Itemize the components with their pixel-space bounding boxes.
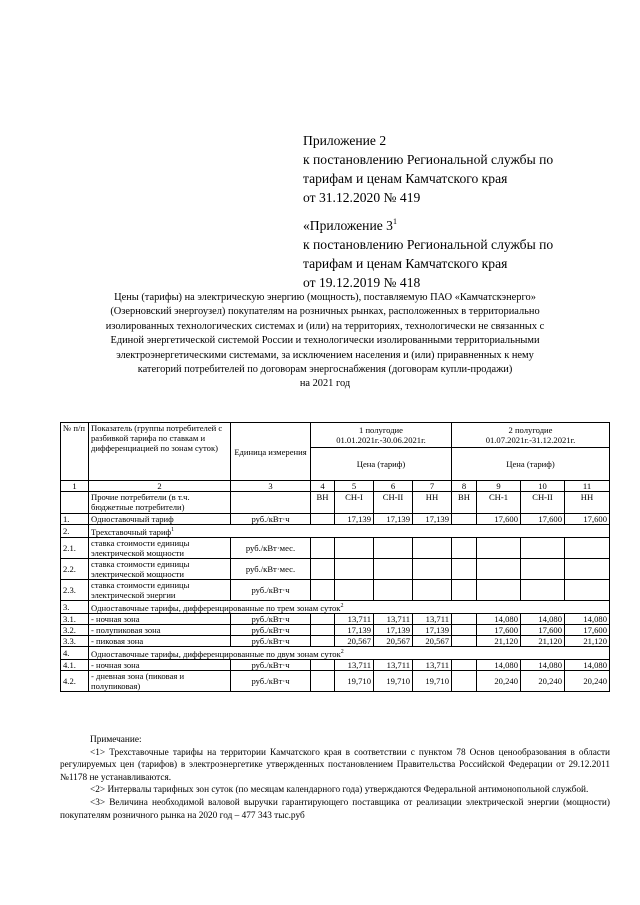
tariff-value — [452, 580, 477, 601]
voltage-level-header: СН-I — [335, 492, 374, 514]
row-unit: руб./кВт·мес. — [231, 538, 311, 559]
tariff-value — [311, 559, 335, 580]
note-item: <1> Трехставочные тарифы на территории Камчатского края в соответствии с пунктом 78 Основ ценообразования в области регулируемых цен (тарифов) в электроэнергетике утвержденных постановлением Правительства Российской Федерации от 29.12.2011 №1178 не устанавливаются. — [60, 747, 610, 783]
tariff-value — [311, 625, 335, 636]
row-number: 3. — [61, 601, 89, 614]
column-number: 4 — [311, 481, 335, 492]
tariff-value — [335, 538, 374, 559]
tariff-value — [477, 538, 521, 559]
row-unit: руб./кВт·ч — [231, 660, 311, 671]
row-unit: руб./кВт·ч — [231, 671, 311, 692]
tariff-value — [311, 636, 335, 647]
row-label: - ночная зона — [89, 660, 231, 671]
tariff-value — [311, 514, 335, 525]
table-row — [61, 580, 610, 601]
table-row — [61, 538, 610, 559]
tariff-value: 17,600 — [477, 625, 521, 636]
tariff-value: 13,711 — [335, 660, 374, 671]
tariff-value — [452, 671, 477, 692]
tariff-value — [452, 625, 477, 636]
column-number: 6 — [374, 481, 413, 492]
column-number: 7 — [413, 481, 452, 492]
tariff-value — [413, 580, 452, 601]
row-number: 2.2. — [61, 559, 89, 580]
row-number: 3.3. — [61, 636, 89, 647]
tariff-value — [521, 580, 565, 601]
tariff-value — [565, 538, 610, 559]
table-row — [61, 514, 610, 525]
tariff-value: 13,711 — [413, 614, 452, 625]
tariff-value — [413, 559, 452, 580]
row-unit: руб./кВт·ч — [231, 580, 311, 601]
empty-cell — [231, 492, 311, 514]
tariff-value — [452, 538, 477, 559]
table-row — [61, 671, 610, 692]
row-label: Одноставочные тарифы, дифференцированные по трем зонам суток$^2$ — [89, 601, 610, 614]
row-label: Трехставочный тариф$^1$ — [89, 525, 610, 538]
note-item: <3> Величина необходимой валовой выручки гарантирующего поставщика от реализации электрической энергии (мощности) покупателям розничного рынка на 2020 год – 477 343 тыс.руб — [60, 797, 610, 821]
other-consumers-row — [61, 492, 610, 514]
voltage-level-header: НН — [565, 492, 610, 514]
tariff-value — [452, 514, 477, 525]
title-line: на 2021 год — [299, 378, 351, 390]
header-half1: 1 полугодие 01.01.2021г.-30.06.2021г. — [311, 423, 452, 448]
tariff-value — [311, 660, 335, 671]
column-number: 10 — [521, 481, 565, 492]
tariff-table — [60, 422, 610, 692]
tariff-value: 19,710 — [335, 671, 374, 692]
title-line: (Озерновский энергоузел) покупателям на розничных рынках, расположенных в территориально — [110, 306, 540, 318]
tariff-value — [565, 559, 610, 580]
tariff-value: 20,240 — [477, 671, 521, 692]
empty-cell — [61, 492, 89, 514]
tariff-value: 20,240 — [521, 671, 565, 692]
tariff-value: 20,567 — [374, 636, 413, 647]
appendix-line: от 19.12.2019 № 418 — [303, 275, 421, 290]
tariff-value: 17,600 — [521, 514, 565, 525]
voltage-level-header: СН-II — [521, 492, 565, 514]
title-line: Единой энергетической системой России и технологически изолированными территориальными — [110, 335, 540, 347]
tariff-value: 17,139 — [413, 625, 452, 636]
tariff-value: 21,120 — [565, 636, 610, 647]
tariff-value — [565, 580, 610, 601]
header-price-2: Цена (тариф) — [452, 448, 610, 481]
voltage-level-header: СН-1 — [477, 492, 521, 514]
header-num: № п/п — [61, 423, 89, 481]
notes-heading: Примечание: — [90, 735, 142, 745]
header-half2: 2 полугодие 01.07.2021г.-31.12.2021г. — [452, 423, 610, 448]
column-number: 5 — [335, 481, 374, 492]
tariff-value — [452, 614, 477, 625]
tariff-value: 20,240 — [565, 671, 610, 692]
tariff-value — [335, 580, 374, 601]
title-line: электроэнергетическими системами, за исключением населения и (или) приравненных к нему — [116, 349, 534, 361]
tariff-value — [374, 559, 413, 580]
tariff-value — [311, 580, 335, 601]
row-number: 3.1. — [61, 614, 89, 625]
header-indicator: Показатель (группы потребителей с разбивкой тарифа по ставкам и дифференциацией по зонам суток) — [89, 423, 231, 481]
tariff-value: 19,710 — [413, 671, 452, 692]
appendix-line: к постановлению Региональной службы по — [303, 237, 554, 252]
notes — [60, 734, 610, 822]
table-row — [61, 601, 610, 614]
column-number-row — [61, 481, 610, 492]
row-unit: руб./кВт·ч — [231, 514, 311, 525]
tariff-value: 17,600 — [565, 625, 610, 636]
tariff-value — [335, 559, 374, 580]
column-number: 2 — [89, 481, 231, 492]
row-unit: руб./кВт·ч — [231, 614, 311, 625]
header-price-1: Цена (тариф) — [311, 448, 452, 481]
tariff-value: 17,600 — [565, 514, 610, 525]
voltage-level-header: ВН — [452, 492, 477, 514]
column-number: 8 — [452, 481, 477, 492]
tariff-value — [477, 559, 521, 580]
tariff-value — [477, 580, 521, 601]
tariff-value: 13,711 — [374, 614, 413, 625]
tariff-value: 17,139 — [413, 514, 452, 525]
row-label: - пиковая зона — [89, 636, 231, 647]
tariff-value — [452, 660, 477, 671]
header-unit: Единица измерения — [231, 423, 311, 481]
appendix-line: от 31.12.2020 № 419 — [303, 190, 421, 205]
column-number: 9 — [477, 481, 521, 492]
tariff-value — [311, 671, 335, 692]
appendix-line: тарифам и ценам Камчатского края — [303, 171, 508, 186]
tariff-value — [521, 538, 565, 559]
title-line: Цены (тарифы) на электрическую энергию (мощность), поставляемую ПАО «Камчатскэнерго» — [114, 292, 536, 303]
row-label: ставка стоимости единицы электрической мощности — [89, 559, 231, 580]
voltage-level-header: НН — [413, 492, 452, 514]
tariff-value — [374, 580, 413, 601]
row-number: 1. — [61, 514, 89, 525]
table-row — [61, 559, 610, 580]
table-row — [61, 647, 610, 660]
tariff-value — [452, 636, 477, 647]
tariff-value: 17,139 — [335, 514, 374, 525]
tariff-value: 21,120 — [521, 636, 565, 647]
column-number: 11 — [565, 481, 610, 492]
row-number: 4.2. — [61, 671, 89, 692]
appendix-header-2 — [303, 212, 553, 292]
tariff-value — [311, 614, 335, 625]
tariff-value: 17,139 — [335, 625, 374, 636]
row-number: 4. — [61, 647, 89, 660]
table-row — [61, 614, 610, 625]
tariff-value: 17,139 — [374, 514, 413, 525]
row-label: - ночная зона — [89, 614, 231, 625]
row-unit: руб./кВт·ч — [231, 625, 311, 636]
title-line: категорий потребителей по договорам энергоснабжения (договорам купли-продажи) — [137, 364, 513, 376]
tariff-value: 20,567 — [335, 636, 374, 647]
appendix-line: к постановлению Региональной службы по — [303, 152, 554, 167]
tariff-value: 19,710 — [374, 671, 413, 692]
tariff-value: 14,080 — [477, 660, 521, 671]
appendix-header-1 — [303, 131, 553, 207]
voltage-level-header: СН-II — [374, 492, 413, 514]
appendix-line: Приложение 2 — [303, 133, 387, 148]
row-unit: руб./кВт·ч — [231, 636, 311, 647]
tariff-value: 13,711 — [374, 660, 413, 671]
appendix-line: тарифам и ценам Камчатского края — [303, 256, 508, 271]
row-number: 3.2. — [61, 625, 89, 636]
voltage-level-header: ВН — [311, 492, 335, 514]
row-number: 2. — [61, 525, 89, 538]
table-row — [61, 660, 610, 671]
tariff-value: 20,567 — [413, 636, 452, 647]
note-item: <2> Интервалы тарифных зон суток (по месяцам календарного года) утверждаются Федеральной антимонопольной службой. — [90, 785, 589, 796]
tariff-value — [413, 538, 452, 559]
row-label: Одноставочные тарифы, дифференцированные по двум зонам суток$^2$ — [89, 647, 610, 660]
row-label: Одноставочный тариф — [89, 514, 231, 525]
tariff-value — [452, 559, 477, 580]
tariff-value: 17,600 — [521, 625, 565, 636]
tariff-value: 14,080 — [565, 614, 610, 625]
row-label: - дневная зона (пиковая и полупиковая) — [89, 671, 231, 692]
row-number: 2.3. — [61, 580, 89, 601]
tariff-value: 14,080 — [565, 660, 610, 671]
table-row — [61, 636, 610, 647]
tariff-value — [311, 538, 335, 559]
row-label: ставка стоимости единицы электрической энергии — [89, 580, 231, 601]
tariff-value: 17,600 — [477, 514, 521, 525]
tariff-value: 14,080 — [521, 660, 565, 671]
tariff-value: 14,080 — [477, 614, 521, 625]
tariff-value: 13,711 — [335, 614, 374, 625]
row-number: 2.1. — [61, 538, 89, 559]
other-consumers-label: Прочие потребители (в т.ч. бюджетные потребители) — [89, 492, 231, 514]
table-row — [61, 625, 610, 636]
row-unit: руб./кВт·мес. — [231, 559, 311, 580]
tariff-value: 13,711 — [413, 660, 452, 671]
row-label: - полупиковая зона — [89, 625, 231, 636]
title-line: изолированных технологических системах и (или) на территориях, технологически не связанных с — [105, 320, 545, 332]
column-number: 1 — [61, 481, 89, 492]
tariff-value — [521, 559, 565, 580]
row-number: 4.1. — [61, 660, 89, 671]
tariff-value: 14,080 — [521, 614, 565, 625]
tariff-value: 21,120 — [477, 636, 521, 647]
appendix-line: «Приложение $3^1$ — [303, 217, 397, 233]
tariff-value — [374, 538, 413, 559]
document-title — [55, 291, 595, 392]
table-row — [61, 525, 610, 538]
tariff-value: 17,139 — [374, 625, 413, 636]
row-label: ставка стоимости единицы электрической мощности — [89, 538, 231, 559]
column-number: 3 — [231, 481, 311, 492]
